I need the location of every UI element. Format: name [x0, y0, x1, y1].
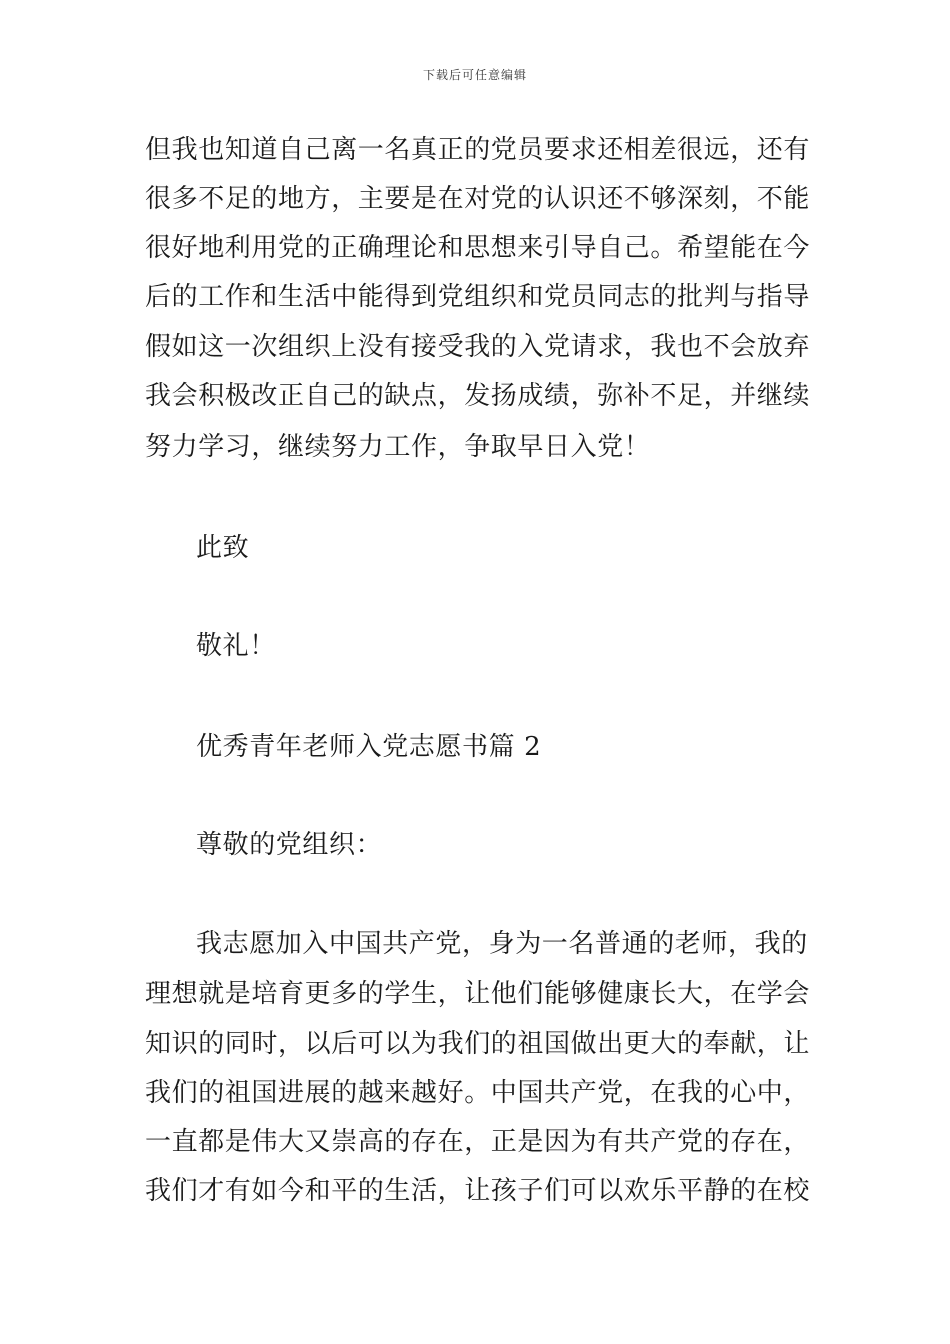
closing-regards: 敬礼！ — [196, 631, 276, 661]
body-line: 努力学习，继续努力工作，争取早日入党！ — [145, 432, 651, 462]
header-note: 下载后可任意编辑 — [422, 68, 527, 82]
closing-salutation: 此致 — [196, 533, 250, 563]
body-line: 很多不足的地方，主要是在对党的认识还不够深刻，不能 — [145, 184, 811, 214]
body-line: 但我也知道自己离一名真正的党员要求还相差很远，还有 — [145, 135, 811, 165]
body-line: 假如这一次组织上没有接受我的入党请求，我也不会放弃 — [145, 332, 811, 362]
body-line: 很好地利用党的正确理论和思想来引导自己。希望能在今 — [145, 233, 811, 263]
body-line: 一直都是伟大又崇高的存在，正是因为有共产党的存在， — [145, 1127, 811, 1157]
body-line: 我志愿加入中国共产党，身为一名普通的老师，我的 — [196, 929, 808, 959]
body-line: 我们的祖国进展的越来越好。中国共产党，在我的心中， — [145, 1078, 811, 1108]
body-line: 我会积极改正自己的缺点，发扬成绩，弥补不足，并继续 — [145, 381, 811, 411]
letter-greeting: 尊敬的党组织： — [196, 830, 383, 860]
body-line: 知识的同时，以后可以为我们的祖国做出更大的奉献，让 — [145, 1029, 811, 1059]
section-title: 优秀青年老师入党志愿书篇 2 — [196, 732, 542, 762]
body-line: 理想就是培育更多的学生，让他们能够健康长大，在学会 — [145, 979, 811, 1009]
body-line: 后的工作和生活中能得到党组织和党员同志的批判与指导 — [145, 282, 811, 312]
body-line: 我们才有如今和平的生活，让孩子们可以欢乐平静的在校 — [145, 1176, 811, 1206]
